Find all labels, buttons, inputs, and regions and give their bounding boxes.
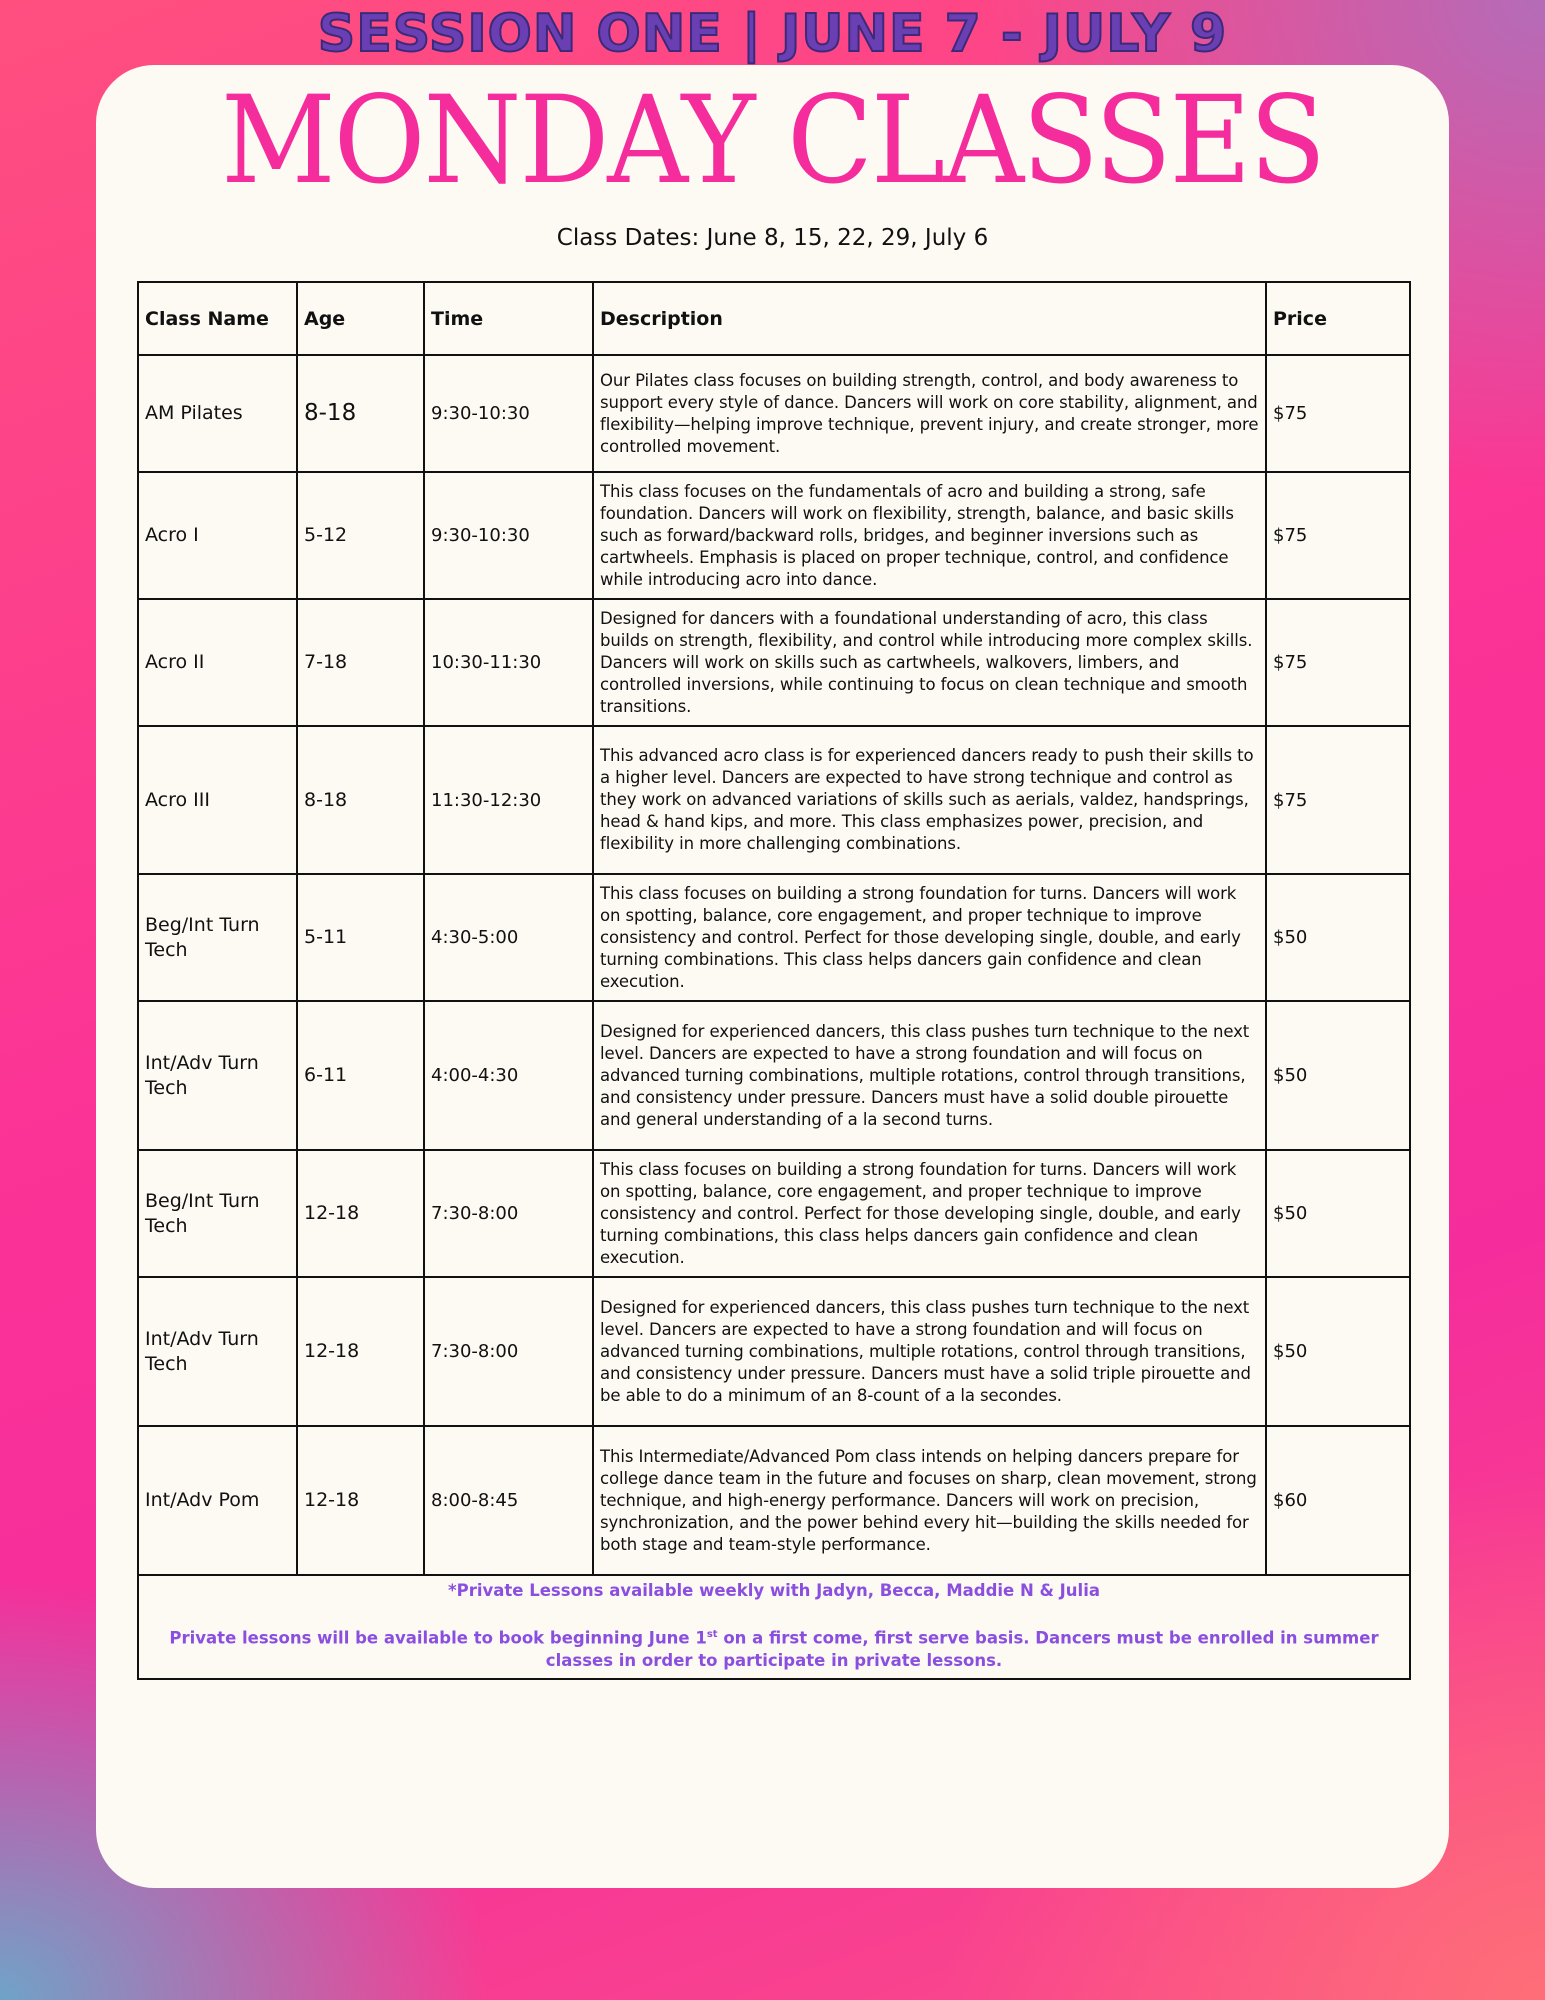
page-title: MONDAY CLASSES bbox=[220, 70, 1325, 212]
header-class-name: Class Name bbox=[138, 282, 297, 355]
class-age: 5-12 bbox=[297, 472, 424, 599]
class-time: 4:30-5:00 bbox=[424, 874, 593, 1001]
class-description: This class focuses on building a strong foundation for turns. Dancers will work on spotting, balance, core engagement, and proper technique to improve consistency and control. Perfect for those developing single, double, and early turning combinations, this class helps dancers gain confidence and clean execution. bbox=[593, 1150, 1266, 1277]
class-age: 5-11 bbox=[297, 874, 424, 1001]
header-price: Price bbox=[1266, 282, 1410, 355]
private-lessons-line1: *Private Lessons available weekly with Jadyn, Becca, Maddie N & Julia bbox=[448, 1581, 1100, 1600]
class-time: 11:30-12:30 bbox=[424, 726, 593, 874]
header-description: Description bbox=[593, 282, 1266, 355]
class-name: Int/Adv Turn Tech bbox=[138, 1277, 297, 1426]
class-description: This Intermediate/Advanced Pom class intends on helping dancers prepare for college dance team in the future and focuses on sharp, clean movement, strong technique, and high-energy performance. Dancers will work on precision, synchronization, and the power behind every hit—building the skills needed for both stage and team-style performance. bbox=[593, 1426, 1266, 1575]
class-price: $75 bbox=[1266, 599, 1410, 726]
private-lessons-line2 bbox=[159, 1624, 1389, 1672]
class-time: 10:30-11:30 bbox=[424, 599, 593, 726]
table-header-row bbox=[138, 282, 1410, 355]
class-price: $50 bbox=[1266, 1150, 1410, 1277]
table-row bbox=[138, 472, 1410, 599]
class-name: Beg/Int Turn Tech bbox=[138, 874, 297, 1001]
class-dates: Class Dates: June 8, 15, 22, 29, July 6 bbox=[556, 225, 989, 251]
class-price: $75 bbox=[1266, 726, 1410, 874]
table-row bbox=[138, 1001, 1410, 1150]
class-time: 7:30-8:00 bbox=[424, 1150, 593, 1277]
footnote-row bbox=[138, 1575, 1410, 1679]
class-name: Beg/Int Turn Tech bbox=[138, 1150, 297, 1277]
class-description: This class focuses on building a strong foundation for turns. Dancers will work on spotting, balance, core engagement, and proper technique to improve consistency and control. Perfect for those developing single, double, and early turning combinations. This class helps dancers gain confidence and clean execution. bbox=[593, 874, 1266, 1001]
class-time: 7:30-8:00 bbox=[424, 1277, 593, 1426]
class-time: 4:00-4:30 bbox=[424, 1001, 593, 1150]
class-price: $50 bbox=[1266, 1277, 1410, 1426]
class-age: 12-18 bbox=[297, 1426, 424, 1575]
class-time: 9:30-10:30 bbox=[424, 355, 593, 472]
class-price: $50 bbox=[1266, 1001, 1410, 1150]
class-name: Acro I bbox=[138, 472, 297, 599]
table-row bbox=[138, 355, 1410, 472]
private-lessons-line2-end: on a first come, first serve basis. Dancers must be enrolled in summer classes in order to participate in private lessons. bbox=[545, 1628, 1379, 1670]
table-row bbox=[138, 874, 1410, 1001]
class-schedule-table bbox=[137, 281, 1411, 1680]
class-name: Acro II bbox=[138, 599, 297, 726]
class-description: Our Pilates class focuses on building strength, control, and body awareness to support every style of dance. Dancers will work on core stability, alignment, and flexibility—helping improve technique, prevent injury, and create stronger, more controlled movement. bbox=[593, 355, 1266, 472]
class-price: $75 bbox=[1266, 355, 1410, 472]
table-row bbox=[138, 599, 1410, 726]
private-lessons-note bbox=[138, 1575, 1410, 1679]
table-row bbox=[138, 726, 1410, 874]
ordinal-suffix: st bbox=[706, 1629, 718, 1640]
session-title: SESSION ONE | JUNE 7 - JULY 9 bbox=[317, 4, 1228, 64]
class-price: $50 bbox=[1266, 874, 1410, 1001]
class-description: Designed for dancers with a foundational understanding of acro, this class builds on strength, flexibility, and control while introducing more complex skills. Dancers will work on skills such as cartwheels, walkovers, limbers, and controlled inversions, while continuing to focus on clean technique and smooth transitions. bbox=[593, 599, 1266, 726]
class-age: 12-18 bbox=[297, 1150, 424, 1277]
class-age: 7-18 bbox=[297, 599, 424, 726]
private-lessons-line2-start: Private lessons will be available to book beginning June 1 bbox=[169, 1628, 707, 1648]
class-name: Acro III bbox=[138, 726, 297, 874]
header-age: Age bbox=[297, 282, 424, 355]
class-description: Designed for experienced dancers, this class pushes turn technique to the next level. Dancers are expected to have a strong foundation and will focus on advanced turning combinations, multiple rotations, control through transitions, and consistency under pressure. Dancers must have a solid triple pirouette and be able to do a minimum of an 8-count of a la secondes. bbox=[593, 1277, 1266, 1426]
class-name: Int/Adv Pom bbox=[138, 1426, 297, 1575]
table-row bbox=[138, 1150, 1410, 1277]
class-age: 6-11 bbox=[297, 1001, 424, 1150]
class-price: $60 bbox=[1266, 1426, 1410, 1575]
class-time: 8:00-8:45 bbox=[424, 1426, 593, 1575]
header-time: Time bbox=[424, 282, 593, 355]
class-name: Int/Adv Turn Tech bbox=[138, 1001, 297, 1150]
class-age: 12-18 bbox=[297, 1277, 424, 1426]
class-time: 9:30-10:30 bbox=[424, 472, 593, 599]
class-age: 8-18 bbox=[297, 726, 424, 874]
class-name: AM Pilates bbox=[138, 355, 297, 472]
class-description: This class focuses on the fundamentals of acro and building a strong, safe foundation. Dancers will work on flexibility, strength, balance, and basic skills such as forward/backward rolls, bridges, and beginner inversions such as cartwheels. Emphasis is placed on proper technique, control, and confidence while introducing acro into dance. bbox=[593, 472, 1266, 599]
table-row bbox=[138, 1426, 1410, 1575]
class-price: $75 bbox=[1266, 472, 1410, 599]
class-age: 8-18 bbox=[297, 355, 424, 472]
table-row bbox=[138, 1277, 1410, 1426]
class-description: Designed for experienced dancers, this class pushes turn technique to the next level. Dancers are expected to have a strong foundation and will focus on advanced turning combinations, multiple rotations, control through transitions, and consistency under pressure. Dancers must have a solid double pirouette and general understanding of a la second turns. bbox=[593, 1001, 1266, 1150]
class-description: This advanced acro class is for experienced dancers ready to push their skills to a higher level. Dancers are expected to have strong technique and control as they work on advanced variations of skills such as aerials, valdez, handsprings, head & hand kips, and more. This class emphasizes power, precision, and flexibility in more challenging combinations. bbox=[593, 726, 1266, 874]
